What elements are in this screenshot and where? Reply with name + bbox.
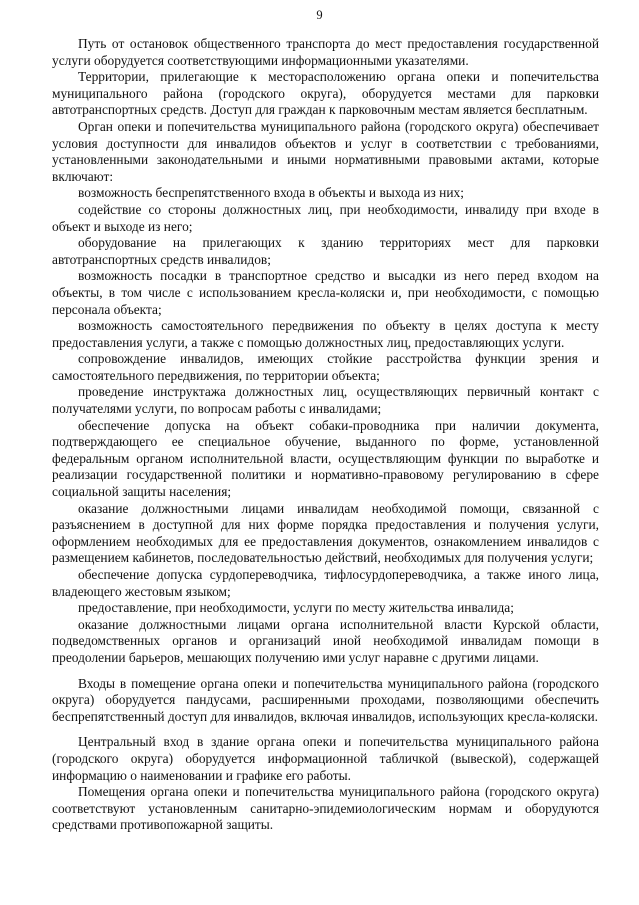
list-item-home-service: предоставление, при необходимости, услуги по месту жительства инвалида;	[78, 600, 514, 616]
paragraph-entrance-sign: Центральный вход в здание органа опеки и попечительства муниципального района (городского округа) оборудуется информационной табличкой (вывеской), содержащей информацию о наименовании и графике его работы.	[52, 734, 599, 783]
list-item-escort: сопровождение инвалидов, имеющих стойкие расстройства функции зрения и самостоятельного передвижения, по территории объекта;	[52, 351, 599, 383]
list-item-independent-movement: возможность самостоятельного передвижения по объекту в целях доступа к месту предоставления услуги, а также с помощью должностных лиц, предоставляющих услуги.	[52, 318, 599, 350]
list-item-vehicle-boarding: возможность посадки в транспортное средство и высадки из него перед входом на объекты, в том числе с использованием кресла-коляски и, при необходимости, с помощью персонала объекта;	[52, 268, 599, 317]
list-item-staff-assistance: содействие со стороны должностных лиц, при необходимости, инвалиду при входе в объект и выходе из него;	[52, 201, 599, 234]
list-item-staff-briefing: проведение инструктажа должностных лиц, осуществляющих первичный контакт с получателями услуги, по вопросам работы с инвалидами;	[52, 384, 599, 417]
list-item-barrier-help: оказание должностными лицами органа исполнительной власти Курской области, подведомственных органов и организаций иной необходимой инвалидам помощи в преодолении барьеров, мешающих получению ими услуг наравне с другими лицами.	[52, 616, 599, 665]
paragraph-sanitary-norms: Помещения органа опеки и попечительства муниципального района (городского округа) соответствуют установленным санитарно-эпидемиологическим нормам и оборудуются средствами противопожарной защиты.	[52, 784, 599, 833]
paragraph-accessibility-intro: Орган опеки и попечительства муниципального района (городского округа) обеспечивает условия доступности для инвалидов объектов и услуг в соответствии с требованиями, установленными законодательными и иными нормативными правовыми актами, которые включают:	[52, 118, 599, 184]
page-number: 9	[316, 8, 323, 22]
document-body	[52, 36, 599, 834]
list-item-disabled-parking: оборудование на прилегающих к зданию территориях мест для парковки автотранспортных средств инвалидов;	[52, 235, 599, 267]
list-item-entry-exit: возможность беспрепятственного входа в объекты и выхода из них;	[78, 185, 464, 201]
list-item-guide-dog: обеспечение допуска на объект собаки-проводника при наличии документа, подтверждающего ее специальное обучение, выданного по форме, установленной федеральным органом исполнительной власти, осуществляющим функции по выработке и реализации государственной политики и нормативно-правовому регулированию в сфере социальной защиты населения;	[52, 417, 599, 500]
paragraph-ramps: Входы в помещение органа опеки и попечительства муниципального района (городского округа) оборудуется пандусами, расширенными проходами, позволяющими обеспечить беспрепятственный доступ для инвалидов, включая инвалидов, использующих кресла-коляски.	[52, 675, 599, 724]
list-item-sign-language: обеспечение допуска сурдопереводчика, тифлосурдопереводчика, а также иного лица, владеющего жестовым языком;	[52, 567, 599, 599]
paragraph-parking: Территории, прилегающие к месторасположению органа опеки и попечительства муниципального района (городского округа), оборудуется местами для парковки автотранспортных средств. Доступ для граждан к парковочным местам является бесплатным.	[52, 69, 599, 118]
list-item-staff-help: оказание должностными лицами инвалидам необходимой помощи, связанной с разъяснением в доступной для них форме порядка предоставления и получения услуги, оформлением необходимых для ее предоставления документов, ознакомлением инвалидов с размещением кабинетов, последовательностью действий, необходимых для получения услуги;	[52, 500, 599, 566]
paragraph-transport-signs: Путь от остановок общественного транспорта до мест предоставления государственной услуги оборудуется соответствующими информационными указателями.	[52, 36, 599, 68]
